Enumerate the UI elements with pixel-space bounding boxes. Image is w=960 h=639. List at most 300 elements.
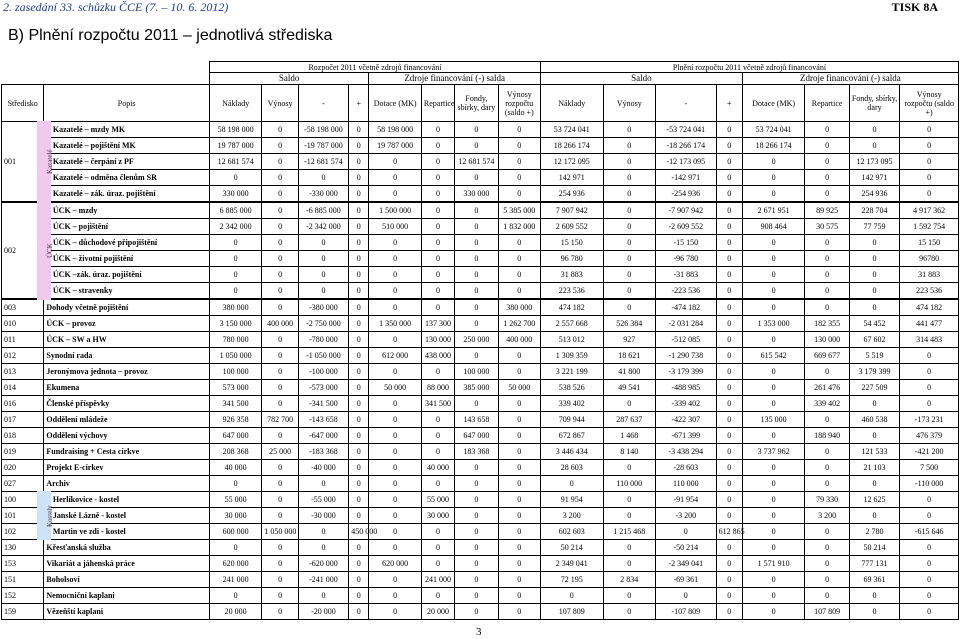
table-cell: 0 [900, 604, 959, 620]
table-cell: 40 000 [421, 460, 454, 476]
table-cell: 314 483 [900, 332, 959, 348]
row-description-text: ÚCK – pojištění [52, 221, 109, 231]
table-cell: 0 [805, 556, 849, 572]
table-cell: 223 536 [540, 283, 603, 300]
table-cell: -20 000 [298, 604, 348, 620]
col-minus-actual: - [656, 85, 717, 122]
table-cell: 615 542 [742, 348, 805, 364]
table-row [2, 460, 959, 476]
table-cell: 0 [262, 170, 298, 186]
table-cell: 1 350 000 [369, 316, 421, 332]
table-cell: 612 000 [369, 348, 421, 364]
table-cell: 0 [742, 492, 805, 508]
table-cell: 0 [209, 283, 261, 300]
table-cell: 0 [498, 186, 540, 203]
row-description-text: ÚCK – stravenky [52, 285, 113, 295]
table-cell: -58 198 000 [298, 122, 348, 138]
row-description-text: ÚCK –zák. úraz. pojištění [52, 269, 142, 279]
table-cell: 0 [716, 364, 742, 380]
row-description [44, 348, 210, 364]
table-cell: 0 [421, 267, 454, 283]
table-cell: -3 179 399 [656, 364, 717, 380]
table-cell: 0 [349, 460, 369, 476]
table-cell: 330 000 [455, 186, 498, 203]
table-cell: -3 200 [656, 508, 717, 524]
table-cell: 0 [742, 604, 805, 620]
row-code: 020 [2, 460, 44, 476]
row-description-text: Herlíkovice - kostel [52, 494, 120, 504]
table-row [2, 186, 959, 203]
table-cell: 0 [455, 122, 498, 138]
table-cell: -1 290 738 [656, 348, 717, 364]
table-cell: 0 [298, 540, 348, 556]
table-cell: 12 172 095 [540, 154, 603, 170]
table-cell: 0 [455, 508, 498, 524]
table-cell: 137 300 [421, 316, 454, 332]
table-cell: 0 [805, 122, 849, 138]
table-cell: 0 [262, 348, 298, 364]
table-cell: 0 [421, 556, 454, 572]
table-cell: -40 000 [298, 460, 348, 476]
table-row [2, 524, 959, 540]
table-cell: 0 [742, 540, 805, 556]
table-cell: -7 907 942 [656, 202, 717, 219]
table-cell: 0 [805, 540, 849, 556]
row-description-text: Oddělení mládeže [46, 414, 108, 424]
table-cell: 50 214 [849, 540, 899, 556]
table-cell: 130 000 [421, 332, 454, 348]
table-cell: 0 [805, 524, 849, 540]
table-cell: 12 681 574 [209, 154, 261, 170]
row-description [44, 396, 210, 412]
table-cell: 2 349 041 [540, 556, 603, 572]
table-cell: 0 [349, 556, 369, 572]
table-cell: -30 000 [298, 508, 348, 524]
table-cell: 0 [262, 267, 298, 283]
table-cell: 0 [421, 186, 454, 203]
table-cell: 0 [656, 588, 717, 604]
table-cell: 142 971 [540, 170, 603, 186]
table-cell: 0 [603, 492, 655, 508]
row-description-text: Projekt E-církev [46, 462, 104, 472]
table-cell: 30 575 [805, 219, 849, 235]
table-cell: 0 [603, 508, 655, 524]
table-cell: 0 [603, 588, 655, 604]
table-cell: 0 [603, 138, 655, 154]
table-cell: 1 468 [603, 428, 655, 444]
table-cell: 0 [262, 460, 298, 476]
table-cell: 0 [498, 122, 540, 138]
table-cell: 69 361 [849, 572, 899, 588]
table-row [2, 170, 959, 186]
table-cell: 8 140 [603, 444, 655, 460]
table-row [2, 540, 959, 556]
table-cell: -2 609 552 [656, 219, 717, 235]
table-cell: 620 000 [369, 556, 421, 572]
table-cell: -100 000 [298, 364, 348, 380]
table-cell: 2 609 552 [540, 219, 603, 235]
table-cell: 0 [455, 540, 498, 556]
table-cell: 0 [716, 348, 742, 364]
row-description [44, 428, 210, 444]
table-cell: 709 944 [540, 412, 603, 428]
table-cell: 0 [369, 396, 421, 412]
group-header-budget: Rozpočet 2011 včetně zdrojů financování [209, 62, 540, 73]
table-cell: 0 [349, 380, 369, 396]
table-cell: 89 925 [805, 202, 849, 219]
table-cell: 50 000 [498, 380, 540, 396]
table-cell: 110 000 [603, 476, 655, 492]
col-vynosy-rozpoctu-actual: Výnosy rozpočtu (saldo +) [900, 85, 959, 122]
table-cell: 0 [421, 235, 454, 251]
table-cell: 228 704 [849, 202, 899, 219]
table-cell: 0 [498, 444, 540, 460]
table-cell: 0 [805, 412, 849, 428]
table-cell: 0 [262, 492, 298, 508]
table-cell: 0 [498, 170, 540, 186]
table-cell: 0 [742, 380, 805, 396]
table-cell: 3 737 962 [742, 444, 805, 460]
table-cell: 0 [716, 154, 742, 170]
table-cell: 0 [849, 508, 899, 524]
table-row [2, 364, 959, 380]
table-row [2, 444, 959, 460]
table-row [2, 412, 959, 428]
table-cell: 6 885 000 [209, 202, 261, 219]
table-cell: 908 464 [742, 219, 805, 235]
table-cell: 0 [498, 556, 540, 572]
table-cell: 0 [540, 476, 603, 492]
table-row [2, 476, 959, 492]
table-cell: 0 [849, 235, 899, 251]
table-cell: 49 541 [603, 380, 655, 396]
table-cell: 0 [262, 556, 298, 572]
table-cell: 330 000 [209, 186, 261, 203]
table-cell: 0 [262, 588, 298, 604]
table-cell: 510 000 [369, 219, 421, 235]
table-cell: 58 198 000 [369, 122, 421, 138]
table-cell: 25 000 [262, 444, 298, 460]
row-code: 016 [2, 396, 44, 412]
table-cell: 50 214 [540, 540, 603, 556]
table-cell: 0 [369, 508, 421, 524]
table-cell: 602 603 [540, 524, 603, 540]
table-cell: 0 [349, 235, 369, 251]
table-cell: -2 750 000 [298, 316, 348, 332]
row-code: 027 [2, 476, 44, 492]
table-cell: 3 200 [540, 508, 603, 524]
table-cell: 0 [742, 508, 805, 524]
table-cell: 380 000 [209, 299, 261, 316]
table-cell: 0 [369, 540, 421, 556]
col-plus: + [349, 85, 369, 122]
row-code: 001 [2, 122, 44, 203]
table-cell: -330 000 [298, 186, 348, 203]
table-cell: 0 [262, 138, 298, 154]
row-description-text: ÚCK – SW a HW [46, 334, 107, 344]
table-cell: 0 [603, 283, 655, 300]
table-cell: 0 [455, 604, 498, 620]
table-cell: 0 [900, 348, 959, 364]
table-row [2, 428, 959, 444]
table-cell: 0 [209, 170, 261, 186]
table-cell: 0 [369, 428, 421, 444]
table-cell: 0 [900, 540, 959, 556]
col-naklady: Náklady [209, 85, 261, 122]
table-cell: 135 000 [742, 412, 805, 428]
table-cell: 0 [603, 460, 655, 476]
table-cell: 0 [900, 492, 959, 508]
table-cell: 460 538 [849, 412, 899, 428]
row-code: 152 [2, 588, 44, 604]
table-cell: 0 [421, 202, 454, 219]
col-repartice-actual: Repartice [805, 85, 849, 122]
table-cell: 0 [603, 122, 655, 138]
table-cell: 0 [849, 267, 899, 283]
table-cell: 7 500 [900, 460, 959, 476]
table-cell: 0 [716, 251, 742, 267]
table-cell: 780 000 [209, 332, 261, 348]
table-cell: 0 [849, 251, 899, 267]
table-cell: 0 [455, 283, 498, 300]
table-cell: 0 [298, 235, 348, 251]
table-cell: -12 173 095 [656, 154, 717, 170]
table-cell: 107 809 [540, 604, 603, 620]
table-cell: 0 [900, 186, 959, 203]
table-cell: 0 [369, 267, 421, 283]
table-cell: 188 940 [805, 428, 849, 444]
table-cell: 0 [498, 396, 540, 412]
table-cell: 0 [742, 396, 805, 412]
table-cell: 0 [369, 154, 421, 170]
table-cell: -341 500 [298, 396, 348, 412]
table-cell: 0 [603, 186, 655, 203]
row-description [44, 556, 210, 572]
table-cell: 67 602 [849, 332, 899, 348]
group-label-kostely: Kostely [45, 504, 54, 527]
table-cell: 88 000 [421, 380, 454, 396]
group-label-kazatele: Kazatelé [45, 149, 54, 174]
row-description-text: Kazatelé – čerpání z PF [52, 156, 134, 166]
table-cell: 0 [209, 476, 261, 492]
table-cell: 0 [455, 138, 498, 154]
row-description [44, 138, 210, 154]
table-row [2, 267, 959, 283]
row-code: 019 [2, 444, 44, 460]
table-cell: 1 050 000 [209, 348, 261, 364]
table-cell: 0 [900, 508, 959, 524]
table-cell: 0 [716, 283, 742, 300]
table-cell: 96 780 [540, 251, 603, 267]
table-row [2, 556, 959, 572]
table-cell: 450 000 [349, 524, 369, 540]
table-cell: 21 103 [849, 460, 899, 476]
row-description [44, 170, 210, 186]
document-header-left: 2. zasedání 33. schůzku ČCE (7. – 10. 6. 2012) [3, 0, 229, 14]
row-description [44, 299, 210, 316]
table-cell: 0 [349, 588, 369, 604]
table-cell: 0 [262, 604, 298, 620]
table-cell: 0 [421, 299, 454, 316]
table-cell: -647 000 [298, 428, 348, 444]
table-cell: 0 [849, 283, 899, 300]
row-description [44, 476, 210, 492]
table-cell: 143 658 [455, 412, 498, 428]
table-cell: 0 [900, 122, 959, 138]
table-cell: 0 [421, 524, 454, 540]
row-description-text: Boholsoví [46, 574, 80, 584]
table-cell: 0 [498, 428, 540, 444]
table-cell: 182 355 [805, 316, 849, 332]
table-cell: 341 500 [421, 396, 454, 412]
table-cell: 647 000 [455, 428, 498, 444]
table-cell: 0 [421, 251, 454, 267]
table-cell: 250 000 [455, 332, 498, 348]
table-cell: 41 800 [603, 364, 655, 380]
table-cell: 0 [262, 364, 298, 380]
table-cell: -6 885 000 [298, 202, 348, 219]
table-cell: -183 368 [298, 444, 348, 460]
table-cell: 0 [262, 283, 298, 300]
table-cell: 0 [498, 524, 540, 540]
table-cell: 0 [498, 235, 540, 251]
table-cell: -488 985 [656, 380, 717, 396]
table-cell: 79 330 [805, 492, 849, 508]
table-cell: 0 [369, 235, 421, 251]
table-cell: -28 603 [656, 460, 717, 476]
table-cell: 0 [209, 251, 261, 267]
table-cell: 0 [716, 170, 742, 186]
table-cell: -143 658 [298, 412, 348, 428]
table-cell: 400 000 [262, 316, 298, 332]
table-cell: 0 [455, 588, 498, 604]
table-cell: 0 [656, 524, 717, 540]
table-cell: -91 954 [656, 492, 717, 508]
row-description-text: Fundraising + Cesta církve [46, 446, 140, 456]
table-row [2, 219, 959, 235]
table-cell: 0 [716, 138, 742, 154]
table-cell: 58 198 000 [209, 122, 261, 138]
page-title: B) Plnění rozpočtu 2011 – jednotlivá střediska [8, 27, 333, 44]
table-cell: 0 [262, 540, 298, 556]
table-cell: 0 [742, 170, 805, 186]
table-cell: 0 [805, 235, 849, 251]
table-cell: 0 [349, 444, 369, 460]
table-cell: 0 [262, 476, 298, 492]
table-cell: 0 [716, 186, 742, 203]
table-cell: 0 [805, 251, 849, 267]
table-cell: 0 [742, 283, 805, 300]
table-cell: 0 [421, 428, 454, 444]
row-description-text: ÚCK – mzdy [52, 205, 98, 215]
table-cell: 0 [369, 299, 421, 316]
table-cell: 2 780 [849, 524, 899, 540]
table-cell: 12 681 574 [455, 154, 498, 170]
table-cell: 0 [742, 364, 805, 380]
table-cell: 538 526 [540, 380, 603, 396]
table-cell: 7 907 942 [540, 202, 603, 219]
table-cell: 0 [742, 476, 805, 492]
row-code: 018 [2, 428, 44, 444]
col-vynosy: Výnosy [262, 85, 298, 122]
row-description [44, 508, 210, 524]
row-code: 002 [2, 202, 44, 299]
table-cell: 4 917 362 [900, 202, 959, 219]
table-cell: 0 [742, 460, 805, 476]
table-cell: -620 000 [298, 556, 348, 572]
table-cell: 0 [262, 219, 298, 235]
table-cell: -3 438 294 [656, 444, 717, 460]
table-cell: 0 [455, 460, 498, 476]
row-description [44, 380, 210, 396]
table-cell: 0 [900, 170, 959, 186]
table-cell: 1 050 000 [262, 524, 298, 540]
table-cell: 30 000 [209, 508, 261, 524]
table-cell: 0 [349, 299, 369, 316]
table-cell: 0 [455, 348, 498, 364]
row-code: 100 [2, 492, 44, 508]
table-row [2, 380, 959, 396]
table-cell: -615 646 [900, 524, 959, 540]
table-cell: 620 000 [209, 556, 261, 572]
table-cell: 54 452 [849, 316, 899, 332]
table-cell: 0 [262, 396, 298, 412]
table-cell: 0 [369, 524, 421, 540]
row-description [44, 316, 210, 332]
row-description-text: Jeronýmova jednota – provoz [46, 366, 148, 376]
row-description [44, 219, 210, 235]
table-cell: 782 700 [262, 412, 298, 428]
col-fondy: Fondy, sbírky, dary [455, 85, 498, 122]
table-cell: 15 150 [540, 235, 603, 251]
table-cell: 0 [498, 604, 540, 620]
table-cell: 0 [603, 604, 655, 620]
table-cell: 0 [716, 299, 742, 316]
row-code: 130 [2, 540, 44, 556]
table-cell: 208 368 [209, 444, 261, 460]
table-cell: -339 402 [656, 396, 717, 412]
table-cell: 0 [421, 154, 454, 170]
table-cell: 0 [603, 170, 655, 186]
table-cell: 0 [498, 492, 540, 508]
table-cell: 20 000 [421, 604, 454, 620]
table-cell: 0 [298, 524, 348, 540]
table-cell: 287 637 [603, 412, 655, 428]
row-description [44, 186, 210, 203]
table-cell: 0 [603, 540, 655, 556]
table-cell: 0 [849, 428, 899, 444]
table-cell: 385 000 [455, 380, 498, 396]
row-code: 014 [2, 380, 44, 396]
table-cell: -2 349 041 [656, 556, 717, 572]
col-vynosy-rozpoctu: Výnosy rozpočtu (saldo +) [498, 85, 540, 122]
table-cell: 0 [742, 267, 805, 283]
table-cell: 1 215 468 [603, 524, 655, 540]
table-cell: 0 [805, 186, 849, 203]
table-cell: 130 000 [805, 332, 849, 348]
table-cell: 0 [900, 380, 959, 396]
table-cell: 0 [849, 396, 899, 412]
table-cell: -422 307 [656, 412, 717, 428]
table-cell: -223 536 [656, 283, 717, 300]
table-cell: 474 182 [900, 299, 959, 316]
table-cell: 0 [805, 267, 849, 283]
table-cell: 476 379 [900, 428, 959, 444]
table-cell: 0 [349, 428, 369, 444]
table-cell: 0 [349, 202, 369, 219]
table-cell: 0 [716, 556, 742, 572]
col-dotace: Dotace (MK) [369, 85, 421, 122]
